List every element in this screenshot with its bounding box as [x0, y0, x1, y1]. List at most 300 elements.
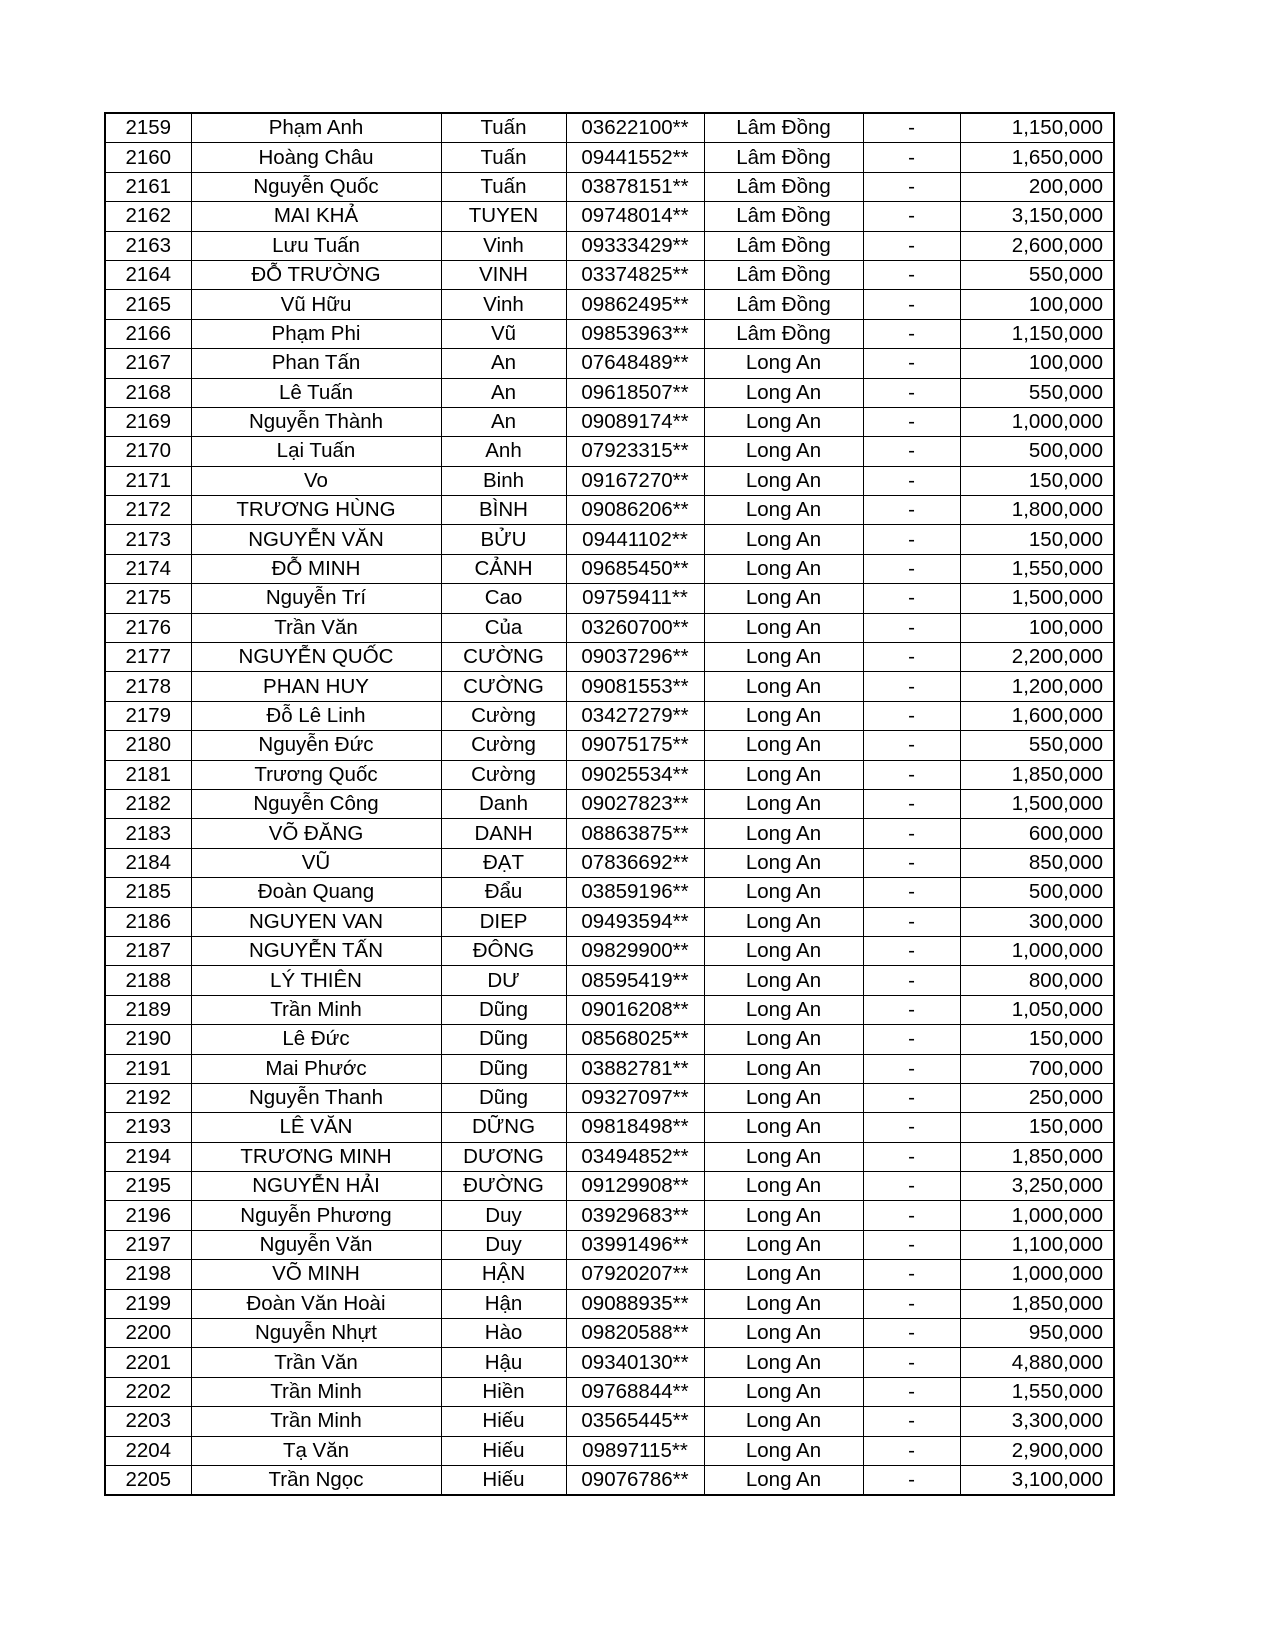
province-cell: Lâm Đồng: [704, 290, 863, 319]
given-name-cell: Cường: [441, 760, 566, 789]
table-row: [105, 202, 1114, 231]
phone-cell: 09441552**: [566, 143, 704, 172]
dash-cell: -: [863, 643, 960, 672]
amount-cell: 150,000: [960, 1025, 1114, 1054]
dash-cell: -: [863, 819, 960, 848]
given-name-cell: Hận: [441, 1289, 566, 1318]
phone-cell: 03991496**: [566, 1230, 704, 1259]
dash-cell: -: [863, 319, 960, 348]
province-cell: Long An: [704, 1142, 863, 1171]
dash-cell: -: [863, 701, 960, 730]
table-row: [105, 143, 1114, 172]
phone-cell: 03374825**: [566, 260, 704, 289]
province-cell: Long An: [704, 907, 863, 936]
table-row: [105, 613, 1114, 642]
province-cell: Lâm Đồng: [704, 202, 863, 231]
surname-cell: ĐỖ TRƯỜNG: [191, 260, 441, 289]
row-number-cell: 2174: [105, 554, 191, 583]
province-cell: Lâm Đồng: [704, 172, 863, 201]
table-row: [105, 1083, 1114, 1112]
province-cell: Long An: [704, 554, 863, 583]
amount-cell: 2,200,000: [960, 643, 1114, 672]
given-name-cell: Vinh: [441, 290, 566, 319]
phone-cell: 03929683**: [566, 1201, 704, 1230]
row-number-cell: 2164: [105, 260, 191, 289]
dash-cell: -: [863, 290, 960, 319]
table-row: [105, 554, 1114, 583]
dash-cell: -: [863, 143, 960, 172]
province-cell: Lâm Đồng: [704, 319, 863, 348]
phone-cell: 09897115**: [566, 1436, 704, 1465]
amount-cell: 3,300,000: [960, 1407, 1114, 1436]
dash-cell: -: [863, 1407, 960, 1436]
surname-cell: LÝ THIÊN: [191, 966, 441, 995]
surname-cell: Nguyễn Văn: [191, 1230, 441, 1259]
province-cell: Long An: [704, 349, 863, 378]
given-name-cell: Đẩu: [441, 878, 566, 907]
row-number-cell: 2160: [105, 143, 191, 172]
table-row: [105, 1407, 1114, 1436]
amount-cell: 1,150,000: [960, 113, 1114, 143]
table-row: [105, 525, 1114, 554]
row-number-cell: 2162: [105, 202, 191, 231]
row-number-cell: 2193: [105, 1113, 191, 1142]
amount-cell: 850,000: [960, 848, 1114, 877]
amount-cell: 1,000,000: [960, 1201, 1114, 1230]
table-row: [105, 1025, 1114, 1054]
given-name-cell: ĐẠT: [441, 848, 566, 877]
given-name-cell: Duy: [441, 1230, 566, 1259]
given-name-cell: DỮNG: [441, 1113, 566, 1142]
given-name-cell: Dũng: [441, 1083, 566, 1112]
phone-cell: 03622100**: [566, 113, 704, 143]
given-name-cell: Tuấn: [441, 113, 566, 143]
table-row: [105, 1172, 1114, 1201]
table-row: [105, 349, 1114, 378]
surname-cell: Đỗ Lê Linh: [191, 701, 441, 730]
row-number-cell: 2166: [105, 319, 191, 348]
province-cell: Long An: [704, 878, 863, 907]
phone-cell: 09086206**: [566, 496, 704, 525]
amount-cell: 2,600,000: [960, 231, 1114, 260]
surname-cell: Trần Văn: [191, 1348, 441, 1377]
table-row: [105, 848, 1114, 877]
surname-cell: Nguyễn Nhựt: [191, 1319, 441, 1348]
phone-cell: 09333429**: [566, 231, 704, 260]
table-row: [105, 172, 1114, 201]
amount-cell: 3,150,000: [960, 202, 1114, 231]
surname-cell: Tạ Văn: [191, 1436, 441, 1465]
dash-cell: -: [863, 760, 960, 789]
surname-cell: Trần Minh: [191, 995, 441, 1024]
amount-cell: 1,000,000: [960, 936, 1114, 965]
surname-cell: Nguyễn Thanh: [191, 1083, 441, 1112]
dash-cell: -: [863, 496, 960, 525]
surname-cell: NGUYEN VAN: [191, 907, 441, 936]
phone-cell: 09853963**: [566, 319, 704, 348]
amount-cell: 550,000: [960, 260, 1114, 289]
row-number-cell: 2170: [105, 437, 191, 466]
surname-cell: Nguyễn Công: [191, 789, 441, 818]
surname-cell: Lê Đức: [191, 1025, 441, 1054]
table-row: [105, 113, 1114, 143]
phone-cell: 09037296**: [566, 643, 704, 672]
table-row: [105, 1289, 1114, 1318]
given-name-cell: DANH: [441, 819, 566, 848]
given-name-cell: Tuấn: [441, 172, 566, 201]
row-number-cell: 2178: [105, 672, 191, 701]
surname-cell: TRƯƠNG MINH: [191, 1142, 441, 1171]
province-cell: Long An: [704, 672, 863, 701]
surname-cell: NGUYỄN VĂN: [191, 525, 441, 554]
row-number-cell: 2180: [105, 731, 191, 760]
surname-cell: VÕ ĐĂNG: [191, 819, 441, 848]
phone-cell: 09685450**: [566, 554, 704, 583]
dash-cell: -: [863, 1230, 960, 1259]
given-name-cell: BỬU: [441, 525, 566, 554]
surname-cell: Nguyễn Thành: [191, 407, 441, 436]
row-number-cell: 2167: [105, 349, 191, 378]
row-number-cell: 2181: [105, 760, 191, 789]
table-row: [105, 966, 1114, 995]
dash-cell: -: [863, 672, 960, 701]
given-name-cell: Duy: [441, 1201, 566, 1230]
table-row: [105, 584, 1114, 613]
phone-cell: 03565445**: [566, 1407, 704, 1436]
surname-cell: Trần Ngọc: [191, 1465, 441, 1495]
amount-cell: 3,100,000: [960, 1465, 1114, 1495]
surname-cell: PHAN HUY: [191, 672, 441, 701]
amount-cell: 1,850,000: [960, 1289, 1114, 1318]
province-cell: Long An: [704, 936, 863, 965]
dash-cell: -: [863, 731, 960, 760]
table-row: [105, 231, 1114, 260]
row-number-cell: 2163: [105, 231, 191, 260]
table-row: [105, 789, 1114, 818]
table-row: [105, 260, 1114, 289]
amount-cell: 1,000,000: [960, 407, 1114, 436]
dash-cell: -: [863, 437, 960, 466]
surname-cell: ĐỖ MINH: [191, 554, 441, 583]
amount-cell: 950,000: [960, 1319, 1114, 1348]
surname-cell: Trần Minh: [191, 1407, 441, 1436]
phone-cell: 03878151**: [566, 172, 704, 201]
given-name-cell: HẬN: [441, 1260, 566, 1289]
amount-cell: 800,000: [960, 966, 1114, 995]
surname-cell: Vũ Hữu: [191, 290, 441, 319]
surname-cell: NGUYỄN TẤN: [191, 936, 441, 965]
amount-cell: 1,000,000: [960, 1260, 1114, 1289]
amount-cell: 500,000: [960, 437, 1114, 466]
surname-cell: NGUYỄN QUỐC: [191, 643, 441, 672]
dash-cell: -: [863, 113, 960, 143]
row-number-cell: 2168: [105, 378, 191, 407]
surname-cell: Nguyễn Quốc: [191, 172, 441, 201]
surname-cell: LÊ VĂN: [191, 1113, 441, 1142]
province-cell: Lâm Đồng: [704, 260, 863, 289]
surname-cell: Phan Tấn: [191, 349, 441, 378]
table-row: [105, 672, 1114, 701]
row-number-cell: 2159: [105, 113, 191, 143]
row-number-cell: 2176: [105, 613, 191, 642]
given-name-cell: Vinh: [441, 231, 566, 260]
table-row: [105, 1348, 1114, 1377]
dash-cell: -: [863, 966, 960, 995]
phone-cell: 09748014**: [566, 202, 704, 231]
dash-cell: -: [863, 878, 960, 907]
phone-cell: 09818498**: [566, 1113, 704, 1142]
phone-cell: 07648489**: [566, 349, 704, 378]
table-row: [105, 1201, 1114, 1230]
table-row: [105, 319, 1114, 348]
province-cell: Lâm Đồng: [704, 143, 863, 172]
amount-cell: 200,000: [960, 172, 1114, 201]
phone-cell: 09027823**: [566, 789, 704, 818]
dash-cell: -: [863, 378, 960, 407]
table-row: [105, 1319, 1114, 1348]
donor-table: [104, 112, 1115, 1496]
dash-cell: -: [863, 1142, 960, 1171]
given-name-cell: CƯỜNG: [441, 672, 566, 701]
surname-cell: VÕ MINH: [191, 1260, 441, 1289]
phone-cell: 09493594**: [566, 907, 704, 936]
dash-cell: -: [863, 1201, 960, 1230]
table-row: [105, 936, 1114, 965]
amount-cell: 700,000: [960, 1054, 1114, 1083]
province-cell: Long An: [704, 701, 863, 730]
dash-cell: -: [863, 1113, 960, 1142]
phone-cell: 09081553**: [566, 672, 704, 701]
phone-cell: 09025534**: [566, 760, 704, 789]
phone-cell: 09618507**: [566, 378, 704, 407]
row-number-cell: 2198: [105, 1260, 191, 1289]
row-number-cell: 2165: [105, 290, 191, 319]
table-row: [105, 1377, 1114, 1406]
amount-cell: 100,000: [960, 613, 1114, 642]
row-number-cell: 2177: [105, 643, 191, 672]
dash-cell: -: [863, 789, 960, 818]
province-cell: Lâm Đồng: [704, 113, 863, 143]
table-row: [105, 878, 1114, 907]
given-name-cell: Vũ: [441, 319, 566, 348]
phone-cell: 09076786**: [566, 1465, 704, 1495]
province-cell: Long An: [704, 1113, 863, 1142]
row-number-cell: 2185: [105, 878, 191, 907]
surname-cell: Trần Văn: [191, 613, 441, 642]
dash-cell: -: [863, 936, 960, 965]
amount-cell: 550,000: [960, 731, 1114, 760]
given-name-cell: Cường: [441, 731, 566, 760]
amount-cell: 1,200,000: [960, 672, 1114, 701]
dash-cell: -: [863, 995, 960, 1024]
table-row: [105, 1260, 1114, 1289]
given-name-cell: VINH: [441, 260, 566, 289]
surname-cell: Trần Minh: [191, 1377, 441, 1406]
phone-cell: 09327097**: [566, 1083, 704, 1112]
phone-cell: 09862495**: [566, 290, 704, 319]
given-name-cell: DƯƠNG: [441, 1142, 566, 1171]
given-name-cell: TUYEN: [441, 202, 566, 231]
phone-cell: 07836692**: [566, 848, 704, 877]
amount-cell: 1,600,000: [960, 701, 1114, 730]
dash-cell: -: [863, 1465, 960, 1495]
amount-cell: 1,850,000: [960, 1142, 1114, 1171]
amount-cell: 250,000: [960, 1083, 1114, 1112]
province-cell: Long An: [704, 995, 863, 1024]
given-name-cell: Hiền: [441, 1377, 566, 1406]
table-row: [105, 907, 1114, 936]
province-cell: Long An: [704, 1436, 863, 1465]
table-row: [105, 1142, 1114, 1171]
amount-cell: 3,250,000: [960, 1172, 1114, 1201]
table-row: [105, 1436, 1114, 1465]
amount-cell: 1,550,000: [960, 554, 1114, 583]
dash-cell: -: [863, 172, 960, 201]
table-row: [105, 819, 1114, 848]
table-row: [105, 290, 1114, 319]
dash-cell: -: [863, 1348, 960, 1377]
province-cell: Long An: [704, 789, 863, 818]
province-cell: Long An: [704, 819, 863, 848]
row-number-cell: 2161: [105, 172, 191, 201]
dash-cell: -: [863, 260, 960, 289]
province-cell: Long An: [704, 584, 863, 613]
surname-cell: Đoàn Quang: [191, 878, 441, 907]
given-name-cell: CẢNH: [441, 554, 566, 583]
province-cell: Long An: [704, 1025, 863, 1054]
given-name-cell: Hiếu: [441, 1407, 566, 1436]
phone-cell: 09768844**: [566, 1377, 704, 1406]
table-row: [105, 1054, 1114, 1083]
dash-cell: -: [863, 848, 960, 877]
table-body: [105, 113, 1114, 1495]
given-name-cell: DIEP: [441, 907, 566, 936]
given-name-cell: Binh: [441, 466, 566, 495]
dash-cell: -: [863, 1289, 960, 1318]
row-number-cell: 2203: [105, 1407, 191, 1436]
dash-cell: -: [863, 1083, 960, 1112]
province-cell: Long An: [704, 760, 863, 789]
row-number-cell: 2200: [105, 1319, 191, 1348]
phone-cell: 09075175**: [566, 731, 704, 760]
amount-cell: 1,050,000: [960, 995, 1114, 1024]
surname-cell: TRƯƠNG HÙNG: [191, 496, 441, 525]
province-cell: Long An: [704, 643, 863, 672]
surname-cell: Phạm Anh: [191, 113, 441, 143]
dash-cell: -: [863, 1260, 960, 1289]
amount-cell: 1,150,000: [960, 319, 1114, 348]
phone-cell: 09016208**: [566, 995, 704, 1024]
province-cell: Long An: [704, 1054, 863, 1083]
phone-cell: 08863875**: [566, 819, 704, 848]
row-number-cell: 2201: [105, 1348, 191, 1377]
given-name-cell: ĐƯỜNG: [441, 1172, 566, 1201]
phone-cell: 09759411**: [566, 584, 704, 613]
table-row: [105, 378, 1114, 407]
dash-cell: -: [863, 231, 960, 260]
given-name-cell: Tuấn: [441, 143, 566, 172]
province-cell: Lâm Đồng: [704, 231, 863, 260]
given-name-cell: An: [441, 378, 566, 407]
province-cell: Long An: [704, 407, 863, 436]
amount-cell: 100,000: [960, 290, 1114, 319]
table-row: [105, 496, 1114, 525]
table-row: [105, 437, 1114, 466]
amount-cell: 300,000: [960, 907, 1114, 936]
phone-cell: 09340130**: [566, 1348, 704, 1377]
surname-cell: NGUYỄN HẢI: [191, 1172, 441, 1201]
surname-cell: Lê Tuấn: [191, 378, 441, 407]
row-number-cell: 2187: [105, 936, 191, 965]
province-cell: Long An: [704, 731, 863, 760]
given-name-cell: Của: [441, 613, 566, 642]
dash-cell: -: [863, 1377, 960, 1406]
surname-cell: Lưu Tuấn: [191, 231, 441, 260]
given-name-cell: Hào: [441, 1319, 566, 1348]
surname-cell: Vo: [191, 466, 441, 495]
row-number-cell: 2189: [105, 995, 191, 1024]
surname-cell: VŨ: [191, 848, 441, 877]
row-number-cell: 2190: [105, 1025, 191, 1054]
dash-cell: -: [863, 907, 960, 936]
row-number-cell: 2205: [105, 1465, 191, 1495]
amount-cell: 500,000: [960, 878, 1114, 907]
dash-cell: -: [863, 466, 960, 495]
province-cell: Long An: [704, 613, 863, 642]
dash-cell: -: [863, 1319, 960, 1348]
table-row: [105, 1230, 1114, 1259]
phone-cell: 09167270**: [566, 466, 704, 495]
given-name-cell: Danh: [441, 789, 566, 818]
row-number-cell: 2182: [105, 789, 191, 818]
given-name-cell: DƯ: [441, 966, 566, 995]
row-number-cell: 2202: [105, 1377, 191, 1406]
amount-cell: 600,000: [960, 819, 1114, 848]
row-number-cell: 2171: [105, 466, 191, 495]
given-name-cell: Cường: [441, 701, 566, 730]
phone-cell: 03427279**: [566, 701, 704, 730]
row-number-cell: 2183: [105, 819, 191, 848]
surname-cell: Lại Tuấn: [191, 437, 441, 466]
row-number-cell: 2186: [105, 907, 191, 936]
dash-cell: -: [863, 1025, 960, 1054]
amount-cell: 1,550,000: [960, 1377, 1114, 1406]
amount-cell: 1,500,000: [960, 584, 1114, 613]
province-cell: Long An: [704, 466, 863, 495]
phone-cell: 07920207**: [566, 1260, 704, 1289]
surname-cell: Nguyễn Phương: [191, 1201, 441, 1230]
surname-cell: Phạm Phi: [191, 319, 441, 348]
surname-cell: Hoàng Châu: [191, 143, 441, 172]
row-number-cell: 2192: [105, 1083, 191, 1112]
row-number-cell: 2199: [105, 1289, 191, 1318]
given-name-cell: Dũng: [441, 1054, 566, 1083]
amount-cell: 4,880,000: [960, 1348, 1114, 1377]
given-name-cell: Dũng: [441, 1025, 566, 1054]
given-name-cell: CƯỜNG: [441, 643, 566, 672]
given-name-cell: Hiếu: [441, 1436, 566, 1465]
province-cell: Long An: [704, 1083, 863, 1112]
table-row: [105, 407, 1114, 436]
province-cell: Long An: [704, 848, 863, 877]
province-cell: Long An: [704, 1407, 863, 1436]
amount-cell: 550,000: [960, 378, 1114, 407]
given-name-cell: An: [441, 407, 566, 436]
province-cell: Long An: [704, 437, 863, 466]
table-row: [105, 731, 1114, 760]
given-name-cell: ĐÔNG: [441, 936, 566, 965]
surname-cell: Mai Phước: [191, 1054, 441, 1083]
